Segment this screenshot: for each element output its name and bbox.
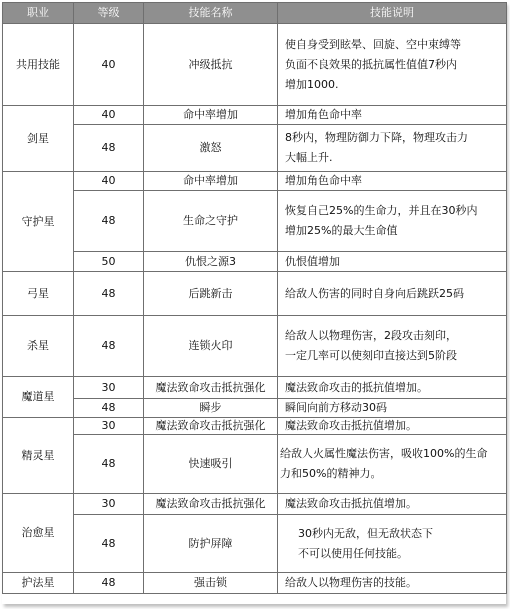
skill-desc-cell: 魔法致命攻击抵抗值增加。 — [278, 418, 507, 435]
job-cell: 魔道星 — [3, 377, 74, 418]
table-header-row — [3, 3, 507, 24]
level-cell: 48 — [74, 573, 144, 594]
skill-name-cell: 魔法致命攻击抵抗强化 — [144, 418, 278, 435]
skill-name-cell: 防护屏障 — [144, 515, 278, 573]
table-row — [3, 377, 507, 399]
table-row — [3, 252, 507, 272]
skill-desc-cell: 给敌人以物理伤害，2段攻击刻印， 一定几率可以使刻印直接达到5阶段 — [278, 316, 507, 377]
level-cell: 48 — [74, 515, 144, 573]
skill-name-cell: 强击锁 — [144, 573, 278, 594]
job-cell: 弓星 — [3, 272, 74, 316]
skill-name-cell: 魔法致命攻击抵抗强化 — [144, 377, 278, 399]
skill-desc-cell: 增加角色命中率 — [278, 172, 507, 191]
level-cell: 40 — [74, 24, 144, 106]
skill-desc-cell: 魔法致命攻击抵抗值增加。 — [278, 494, 507, 515]
level-cell: 40 — [74, 172, 144, 191]
job-cell: 精灵星 — [3, 418, 74, 494]
level-cell: 48 — [74, 125, 144, 172]
table-row — [3, 316, 507, 377]
skill-desc-cell: 给敌人伤害的同时自身向后跳跃25码 — [278, 272, 507, 316]
level-cell: 48 — [74, 191, 144, 252]
skill-desc-cell: 30秒内无敌，但无敌状态下 不可以使用任何技能。 — [278, 515, 507, 573]
table-row — [3, 24, 507, 106]
level-cell: 48 — [74, 316, 144, 377]
skill-name-cell: 激怒 — [144, 125, 278, 172]
level-cell: 40 — [74, 106, 144, 125]
skill-name-cell: 生命之守护 — [144, 191, 278, 252]
job-cell: 剑星 — [3, 106, 74, 172]
skill-name-cell: 魔法致命攻击抵抗强化 — [144, 494, 278, 515]
table-row — [3, 191, 507, 252]
skill-desc-cell: 魔法致命攻击的抵抗值增加。 — [278, 377, 507, 399]
header-job: 职业 — [3, 3, 74, 24]
table-row — [3, 172, 507, 191]
table-row — [3, 272, 507, 316]
level-cell: 48 — [74, 272, 144, 316]
skill-table — [2, 2, 507, 594]
job-cell: 共用技能 — [3, 24, 74, 106]
skill-name-cell: 命中率增加 — [144, 106, 278, 125]
header-skill-name: 技能名称 — [144, 3, 278, 24]
skill-desc-cell: 恢复自己25%的生命力，并且在30秒内 增加25%的最大生命值 — [278, 191, 507, 252]
table-row — [3, 573, 507, 594]
level-cell: 50 — [74, 252, 144, 272]
level-cell: 30 — [74, 377, 144, 399]
skill-name-cell: 冲级抵抗 — [144, 24, 278, 106]
skill-name-cell: 瞬步 — [144, 399, 278, 418]
skill-table-frame — [2, 2, 506, 604]
job-cell: 杀星 — [3, 316, 74, 377]
job-cell: 治愈星 — [3, 494, 74, 573]
level-cell: 48 — [74, 435, 144, 494]
skill-desc-cell: 使自身受到眩晕、回旋、空中束缚等 负面不良效果的抵抗属性值值7秒内 增加1000. — [278, 24, 507, 106]
table-row — [3, 399, 507, 418]
skill-desc-cell: 给敌人以物理伤害的技能。 — [278, 573, 507, 594]
skill-desc-cell: 增加角色命中率 — [278, 106, 507, 125]
header-level: 等级 — [74, 3, 144, 24]
level-cell: 30 — [74, 494, 144, 515]
level-cell: 30 — [74, 418, 144, 435]
table-row — [3, 435, 507, 494]
table-row — [3, 106, 507, 125]
skill-desc-cell: 8秒内，物理防御力下降，物理攻击力 大幅上升. — [278, 125, 507, 172]
level-cell: 48 — [74, 399, 144, 418]
table-row — [3, 494, 507, 515]
header-skill-desc: 技能说明 — [278, 3, 507, 24]
table-row — [3, 418, 507, 435]
table-row — [3, 515, 507, 573]
job-cell: 守护星 — [3, 172, 74, 272]
skill-name-cell: 后跳新击 — [144, 272, 278, 316]
skill-name-cell: 连锁火印 — [144, 316, 278, 377]
skill-name-cell: 仇恨之源3 — [144, 252, 278, 272]
skill-desc-cell: 给敌人火属性魔法伤害，吸收100%的生命 力和50%的精神力。 — [278, 435, 507, 494]
skill-name-cell: 命中率增加 — [144, 172, 278, 191]
job-cell: 护法星 — [3, 573, 74, 594]
skill-desc-cell: 仇恨值增加 — [278, 252, 507, 272]
skill-desc-cell: 瞬间向前方移动30码 — [278, 399, 507, 418]
skill-name-cell: 快速吸引 — [144, 435, 278, 494]
table-row — [3, 125, 507, 172]
